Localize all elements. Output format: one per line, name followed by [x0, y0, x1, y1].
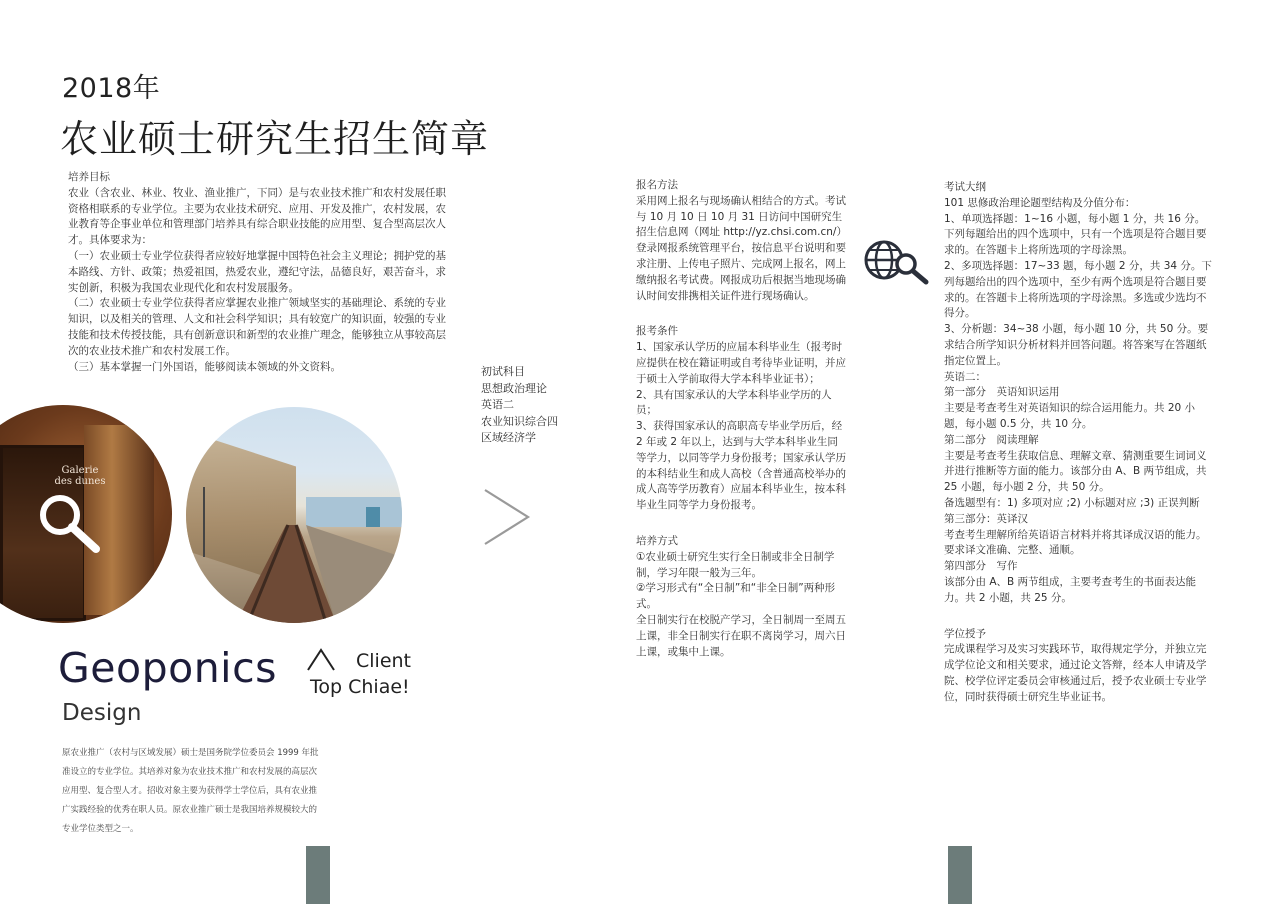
syllabus-line: 主要是考查考生对英语知识的综合运用能力。共 20 小题，每小题 0.5 分，共 10 分。: [944, 402, 1196, 430]
client-name: Top Chiae!: [310, 676, 410, 698]
brand-name: Geoponics: [58, 644, 277, 692]
brand-subtitle: Design: [62, 700, 142, 726]
training-goals-paragraph: （一）农业硕士专业学位获得者应较好地掌握中国特色社会主义理论；拥护党的基本路线、方针、政策；热爱祖国，热爱农业，遵纪守法，品德良好，艰苦奋斗，求实创新，积极为我国农业现代化和农村发展服务。: [68, 249, 446, 294]
year-label: 2018年: [62, 73, 161, 104]
training-mode-heading: 培养方式: [636, 534, 678, 547]
client-label: Client: [356, 650, 412, 672]
conditions-item: 2、具有国家承认的大学本科毕业学历的人员；: [636, 388, 832, 417]
degree-heading: 学位授予: [944, 627, 986, 640]
training-goals-paragraph: （三）基本掌握一门外国语，能够阅读本领域的外文资料。: [68, 360, 341, 373]
middle-column: [636, 178, 846, 660]
syllabus-line: 考查考生理解所给英语语言材料并将其译成汉语的能力。要求译文准确、完整、通顺。: [944, 528, 1207, 557]
syllabus-line: 第二部分 阅读理解: [944, 433, 1039, 446]
globe-search-icon: [862, 238, 932, 290]
degree-text: 完成课程学习及实习实践环节，取得规定学分，并独立完成学位论文和相关要求，通过论文答辩，经本人申请及学院、校学位评定委员会审核通过后，授予农业硕士专业学位，同时获得硕士研究生毕业证书。: [944, 643, 1207, 703]
syllabus-line: 3、分析题：34~38 小题，每小题 10 分，共 50 分。要求结合所学知识分析材料并回答问题。将答案写在答题纸指定位置上。: [944, 323, 1209, 367]
exam-subject-item: 农业知识综合四: [481, 414, 558, 428]
syllabus-line: 2、多项选择题：17~33 题，每小题 2 分，共 34 分。下列每题给出的四个选项中，至少有两个选项是符合题目要求的。在答题卡上将所选项的字母涂黑。多选或少选均不得分。: [944, 259, 1212, 320]
training-goals-heading: 培养目标: [68, 171, 110, 183]
exam-subject-item: 英语二: [481, 398, 514, 411]
syllabus-line: 该部分由 A、B 两节组成，主要考查考生的书面表达能力。共 2 小题，共 25 分。: [944, 575, 1197, 604]
syllabus-line: 备选题型有：1) 多项对应 ;2) 小标题对应 ;3) 正误判断: [944, 496, 1200, 509]
railway-track: [186, 407, 402, 623]
exam-subjects-heading: 初试科目: [481, 365, 525, 378]
intro-paragraph: 原农业推广（农村与区域发展）硕士是国务院学位委员会 1999 年批准设立的专业学位。其培养对象为农业技术推广和农村发展的高层次应用型、复合型人才。招收对象主要为获得学士学位后，具有农业推广实践经验的优秀在职人员。原农业推广硕士是我国培养规模较大的专业学位类型之一。: [62, 748, 319, 834]
registration-text: 采用网上报名与现场确认相结合的方式。考试与 10 月 10 日 10 月 31 日访问中国研究生招生信息网（网址 http://yz.chsi.com.cn/）登录网报系统管理平台，按信息平台说明和要求注册、上传电子照片、完成网上报名，网上缴纳报名考试费。网报成功后根据当地现场确认时间安排携相关证件进行现场确认。: [636, 194, 846, 302]
photo-sign: [50, 465, 110, 487]
right-column: [944, 180, 1212, 706]
syllabus-line: 1、单项选择题：1~16 小题，每小题 1 分，共 16 分。下列每题给出的四个选项中，只有一个选项是符合题目要求的。在答题卡上将所选项的字母涂黑。: [944, 212, 1207, 257]
syllabus-line: 第四部分 写作: [944, 560, 1018, 573]
chevron-right-icon: [482, 486, 532, 548]
photo-sign-line: Galerie: [61, 465, 99, 476]
training-goals-paragraph: （二）农业硕士专业学位获得者应掌握农业推广领域坚实的基础理论、系统的专业知识，以及相关的管理、人文和社会科学知识；具有较宽广的知识面，较强的专业技能和技术传授技能，具有创新意识和新型的农业推广理念，能够独立从事较高层次的农业技术推广和农村发展工作。: [68, 297, 446, 357]
magnifier-icon: [34, 489, 104, 559]
page-divider-bar: [948, 846, 972, 904]
training-goals-section: [68, 170, 450, 375]
conditions-heading: 报考条件: [636, 325, 678, 338]
gallery-photo: [0, 405, 172, 623]
registration-heading: 报名方法: [636, 179, 678, 191]
page-title: 农业硕士研究生招生简章: [60, 117, 490, 161]
exam-subjects-section: [481, 364, 601, 447]
training-goals-paragraph: 农业（含农业、林业、牧业、渔业推广，下同）是与农业技术推广和农村发展任职资格相联系的专业学位。主要为农业技术研究、应用、开发及推广，农村发展，农业教育等企事业单位和管理部门培养具有综合职业技能的应用型、复合型高层次人才。具体要求为：: [68, 186, 446, 247]
exam-subject-item: 区域经济学: [481, 431, 536, 444]
caret-up-icon: [306, 644, 336, 674]
syllabus-line: 主要是考查考生获取信息、理解文章、猜测重要生词词义并进行推断等方面的能力。该部分由 A、B 两节组成，共 25 小题，每小题 2 分，共 50 分。: [944, 449, 1207, 494]
syllabus-line: 101 思修政治理论题型结构及分值分布：: [944, 196, 1136, 209]
training-mode-item: 全日制实行在校脱产学习，全日制周一至周五上课，非全日制实行在职不离岗学习，周六日上课，或集中上课。: [636, 613, 846, 658]
exam-subject-item: 思想政治理论: [481, 381, 547, 395]
photo-sign-line: des dunes: [54, 476, 106, 487]
syllabus-line: 第三部分：英译汉: [944, 512, 1028, 525]
training-mode-item: ②学习形式有“全日制”和“非全日制”两种形式。: [636, 582, 836, 611]
page-divider-bar: [306, 846, 330, 904]
training-mode-item: ①农业硕士研究生实行全日制或非全日制学制，学习年限一般为三年。: [636, 550, 835, 579]
conditions-item: 1、国家承认学历的应届本科毕业生（报考时应提供在校在籍证明或自考待毕业证明，并应于硕士入学前取得大学本科毕业证书）；: [636, 341, 846, 385]
conditions-item: 3、获得国家承认的高职高专毕业学历后，经 2 年或 2 年以上，达到与大学本科毕业生同等学力，以同等学力身份报考；国家承认学历的本科结业生和成人高校（含普通高校举办的成人高等学历教育）应届本科毕业生，按本科毕业生同等学力身份报考。: [636, 420, 846, 512]
railway-photo: [186, 407, 402, 623]
syllabus-line: 第一部分 英语知识运用: [944, 386, 1060, 399]
syllabus-line: 英语二：: [944, 370, 986, 383]
syllabus-heading: 考试大纲: [944, 181, 986, 193]
